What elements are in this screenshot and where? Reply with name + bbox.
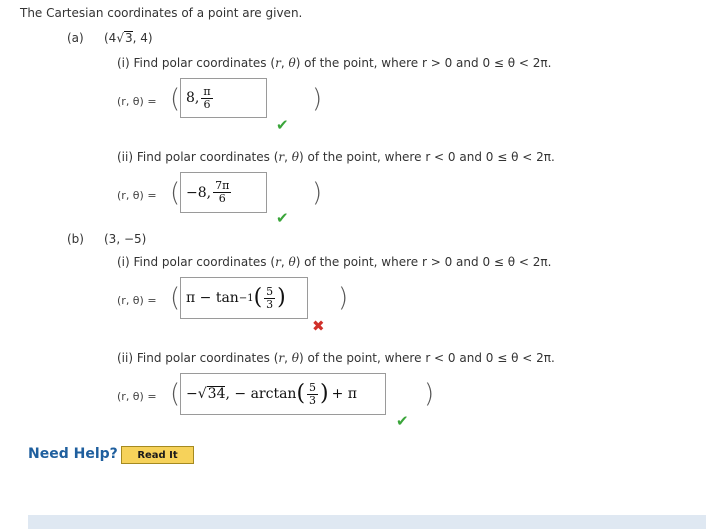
- incorrect-cross-icon: ✖: [312, 317, 325, 335]
- part-b-ii-answer-label: (r, θ) =: [117, 390, 157, 403]
- part-b-label: (b): [67, 232, 84, 246]
- part-a-i-open-paren: (: [170, 84, 181, 114]
- part-a-ii-answer-box[interactable]: −8, $\frac{7\pi}{6}$: [180, 172, 267, 213]
- part-b-point: (3, −5): [104, 232, 147, 246]
- part-a-ii-question: (ii) Find polar coordinates (r, θ) of the point, where r < 0 and 0 ≤ θ < 2π.: [117, 150, 555, 164]
- part-a-i-question: (i) Find polar coordinates (r, θ) of the point, where r > 0 and 0 ≤ θ < 2π.: [117, 56, 552, 70]
- part-b-i-answer-box[interactable]: π − tan −1 ( $\frac{5}{3}$ ): [180, 277, 308, 319]
- part-a-point: (4√3, 4): [104, 31, 153, 45]
- footer-panel: [28, 515, 706, 529]
- part-b-ii-close-paren: ): [424, 379, 435, 409]
- part-b-ii-open-paren: (: [170, 379, 181, 409]
- part-a-ii-close-paren: ): [312, 178, 323, 208]
- part-a-i-answer-label: (r, θ) =: [117, 95, 157, 108]
- correct-check-icon: ✔: [276, 116, 289, 134]
- part-a-i-answer-box[interactable]: 8, $\frac{\pi}{6}$: [180, 78, 267, 118]
- part-b-i-question: (i) Find polar coordinates (r, θ) of the point, where r > 0 and 0 ≤ θ < 2π.: [117, 255, 552, 269]
- read-it-button[interactable]: Read It: [121, 446, 194, 464]
- part-a-ii-answer-label: (r, θ) =: [117, 189, 157, 202]
- correct-check-icon: ✔: [396, 412, 409, 430]
- part-b-ii-answer-box[interactable]: − √ 34 , − arctan ( $\frac{5}{3}$ ) + π: [180, 373, 386, 415]
- part-b-ii-question: (ii) Find polar coordinates (r, θ) of the point, where r < 0 and 0 ≤ θ < 2π.: [117, 351, 555, 365]
- part-b-i-open-paren: (: [170, 283, 181, 313]
- correct-check-icon: ✔: [276, 209, 289, 227]
- part-a-label: (a): [67, 31, 84, 45]
- part-a-i-close-paren: ): [312, 84, 323, 114]
- part-b-i-close-paren: ): [338, 283, 349, 313]
- need-help-label: Need Help?: [28, 446, 118, 462]
- intro-text: The Cartesian coordinates of a point are given.: [20, 6, 303, 20]
- part-a-ii-open-paren: (: [170, 178, 181, 208]
- part-b-i-answer-label: (r, θ) =: [117, 294, 157, 307]
